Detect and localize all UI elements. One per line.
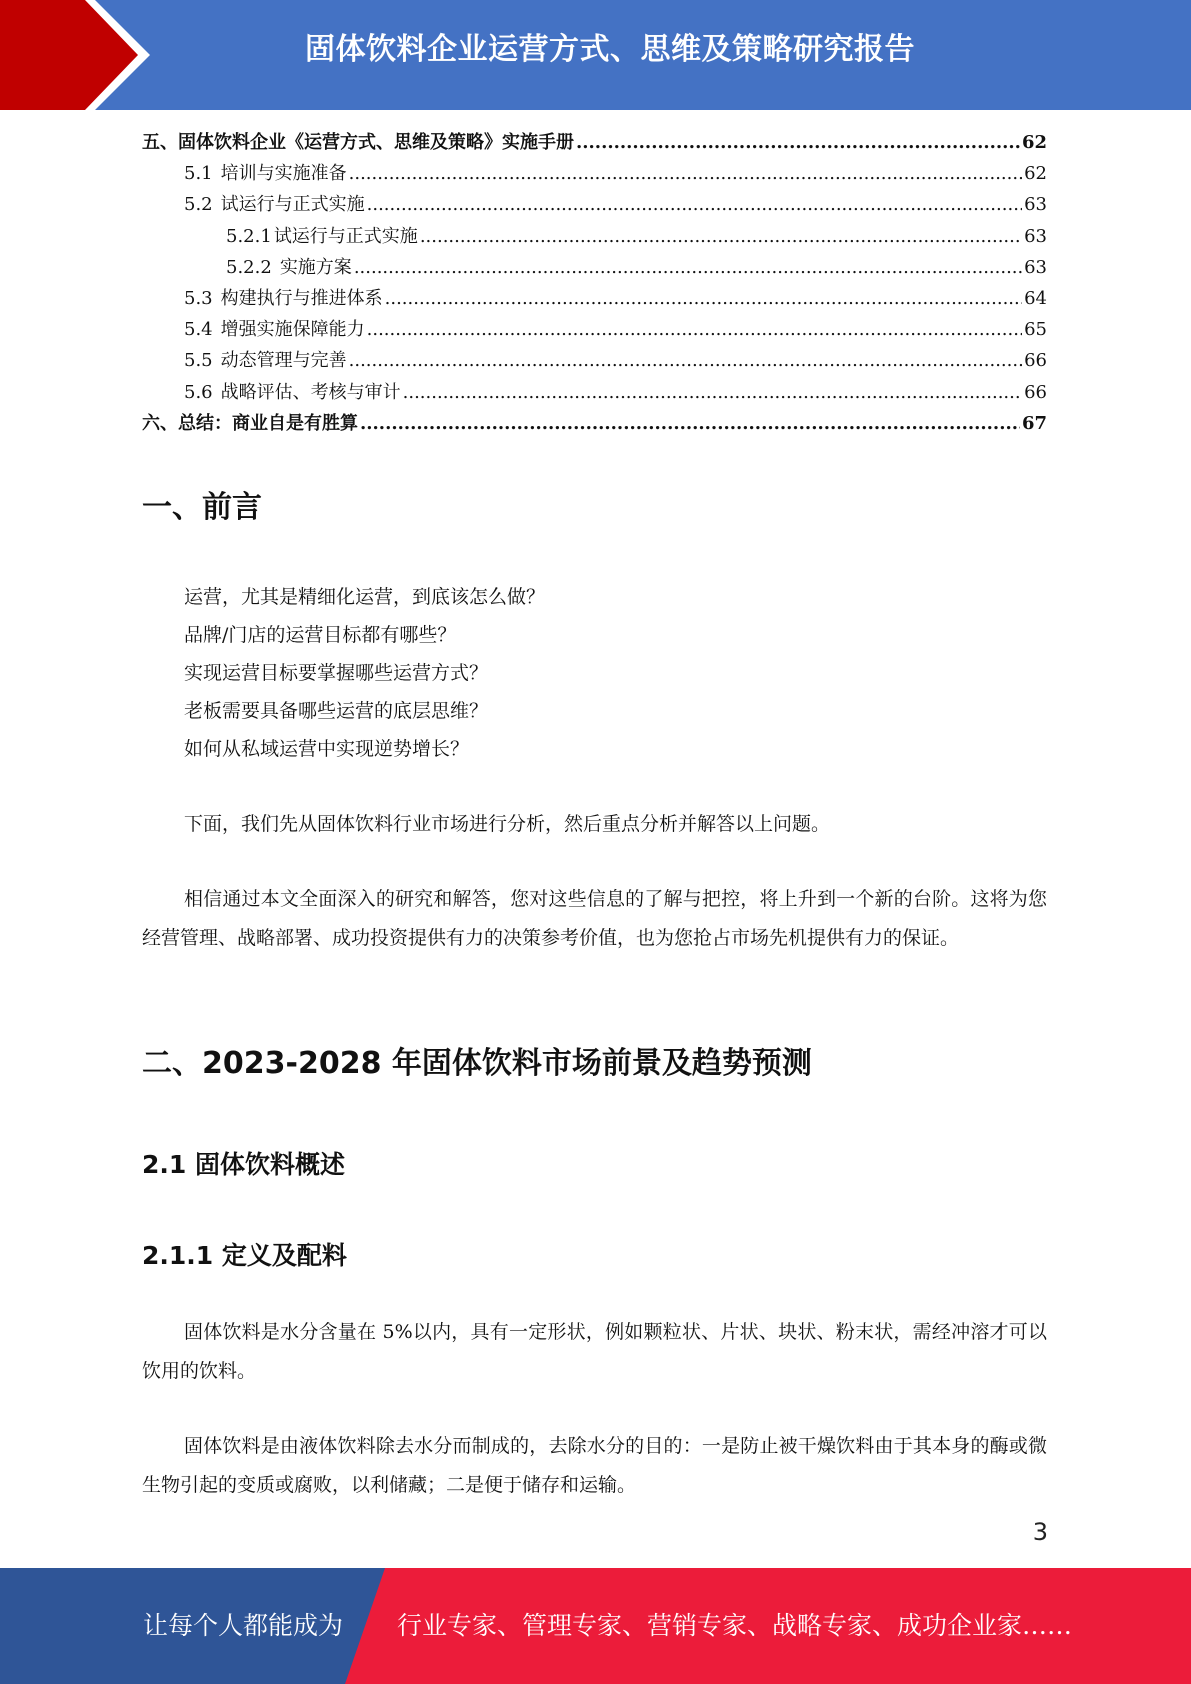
page-header [0,0,1191,110]
section-heading-preface: 一、前言 [142,490,262,525]
question-item: 老板需要具备哪些运营的底层思维？ [184,700,489,722]
question-list [184,578,545,768]
toc-row[interactable] [142,315,1047,346]
page-number: 3 [1032,1518,1048,1546]
toc-row[interactable] [142,409,1047,440]
toc-row[interactable] [142,378,1047,409]
toc-title: 战略评估、考核与审计 [220,381,401,403]
toc-page: 66 [1024,381,1047,403]
toc-leader [367,319,1022,340]
toc-number: 5.6 [184,381,213,403]
subsection-heading-overview: 2.1 固体饮料概述 [142,1150,345,1179]
toc-page: 65 [1024,319,1047,341]
footer-slogan-left: 让每个人都能成为 [143,1611,344,1640]
definition-paragraph-1: 固体饮料是水分含量在 5%以内，具有一定形状，例如颗粒状、片状、块状、粉末状，需经冲溶才可以饮用的饮料。 [142,1321,1047,1382]
toc-row[interactable] [142,222,1047,253]
question-item: 如何从私域运营中实现逆势增长？ [184,738,470,760]
toc-title: 实施方案 [279,256,352,278]
toc-leader [354,257,1022,278]
toc-row[interactable] [142,346,1047,377]
toc-leader [420,226,1022,247]
section-heading-market-forecast: 二、2023-2028 年固体饮料市场前景及趋势预测 [142,1046,812,1081]
page-footer [0,1568,1191,1684]
toc-leader [349,163,1022,184]
toc-number: 5.2 [184,194,213,216]
preface-paragraph-1: 下面，我们先从固体饮料行业市场进行分析，然后重点分析并解答以上问题。 [184,813,831,835]
toc-row[interactable] [142,159,1047,190]
definition-paragraph-2: 固体饮料是由液体饮料除去水分而制成的，去除水分的目的：一是防止被干燥饮料由于其本身的酶或微生物引起的变质或腐败，以利储藏；二是便于储存和运输。 [142,1435,1047,1496]
toc-leader [403,382,1022,403]
toc-page: 62 [1024,163,1047,185]
header-arrow-decoration [0,0,160,110]
toc-leader [385,288,1022,309]
toc-number: 5.2.1 [226,225,272,247]
question-item: 品牌/门店的运营目标都有哪些？ [184,624,457,646]
toc-title: 培训与实施准备 [220,163,347,185]
toc-title: 试运行与正式实施 [273,225,418,247]
toc-row[interactable] [142,128,1047,159]
toc-number: 5.2.2 [226,256,272,278]
toc-page: 62 [1021,132,1047,153]
toc-row[interactable] [142,284,1047,315]
toc-title: 动态管理与完善 [220,350,347,372]
toc-number: 5.3 [184,287,213,309]
preface-paragraph-2: 相信通过本文全面深入的研究和解答，您对这些信息的了解与把控，将上升到一个新的台阶。这将为您经营管理、战略部署、成功投资提供有力的决策参考价值，也为您抢占市场先机提供有力的保证。 [142,888,1047,949]
toc-number: 5.1 [184,163,213,185]
toc-title: 增强实施保障能力 [220,319,365,341]
toc-title: 构建执行与推进体系 [220,287,383,309]
toc-row[interactable] [142,190,1047,221]
toc-row[interactable] [142,253,1047,284]
toc-title: 六、总结：商业自是有胜算 [142,412,358,434]
toc-page: 63 [1024,225,1047,247]
toc-page: 63 [1024,194,1047,216]
question-item: 运营，尤其是精细化运营，到底该怎么做？ [184,586,546,608]
toc-leader [367,194,1022,215]
toc-leader [360,413,1020,434]
table-of-contents [142,128,1047,440]
question-item: 实现运营目标要掌握哪些运营方式？ [184,662,489,684]
toc-page: 63 [1024,256,1047,278]
toc-leader [576,132,1020,153]
subsection-heading-definition: 2.1.1 定义及配料 [142,1241,347,1270]
toc-number: 5.5 [184,350,213,372]
toc-number: 5.4 [184,319,213,341]
header-title: 固体饮料企业运营方式、思维及策略研究报告 [305,32,915,67]
toc-title: 试运行与正式实施 [220,194,365,216]
toc-page: 64 [1024,287,1047,309]
toc-page: 67 [1021,412,1047,434]
footer-slogan-right: 行业专家、管理专家、营销专家、战略专家、成功企业家…… [397,1611,1073,1640]
toc-title: 五、固体饮料企业《运营方式、思维及策略》实施手册 [142,132,574,153]
toc-page: 66 [1024,350,1047,372]
toc-leader [349,350,1022,371]
